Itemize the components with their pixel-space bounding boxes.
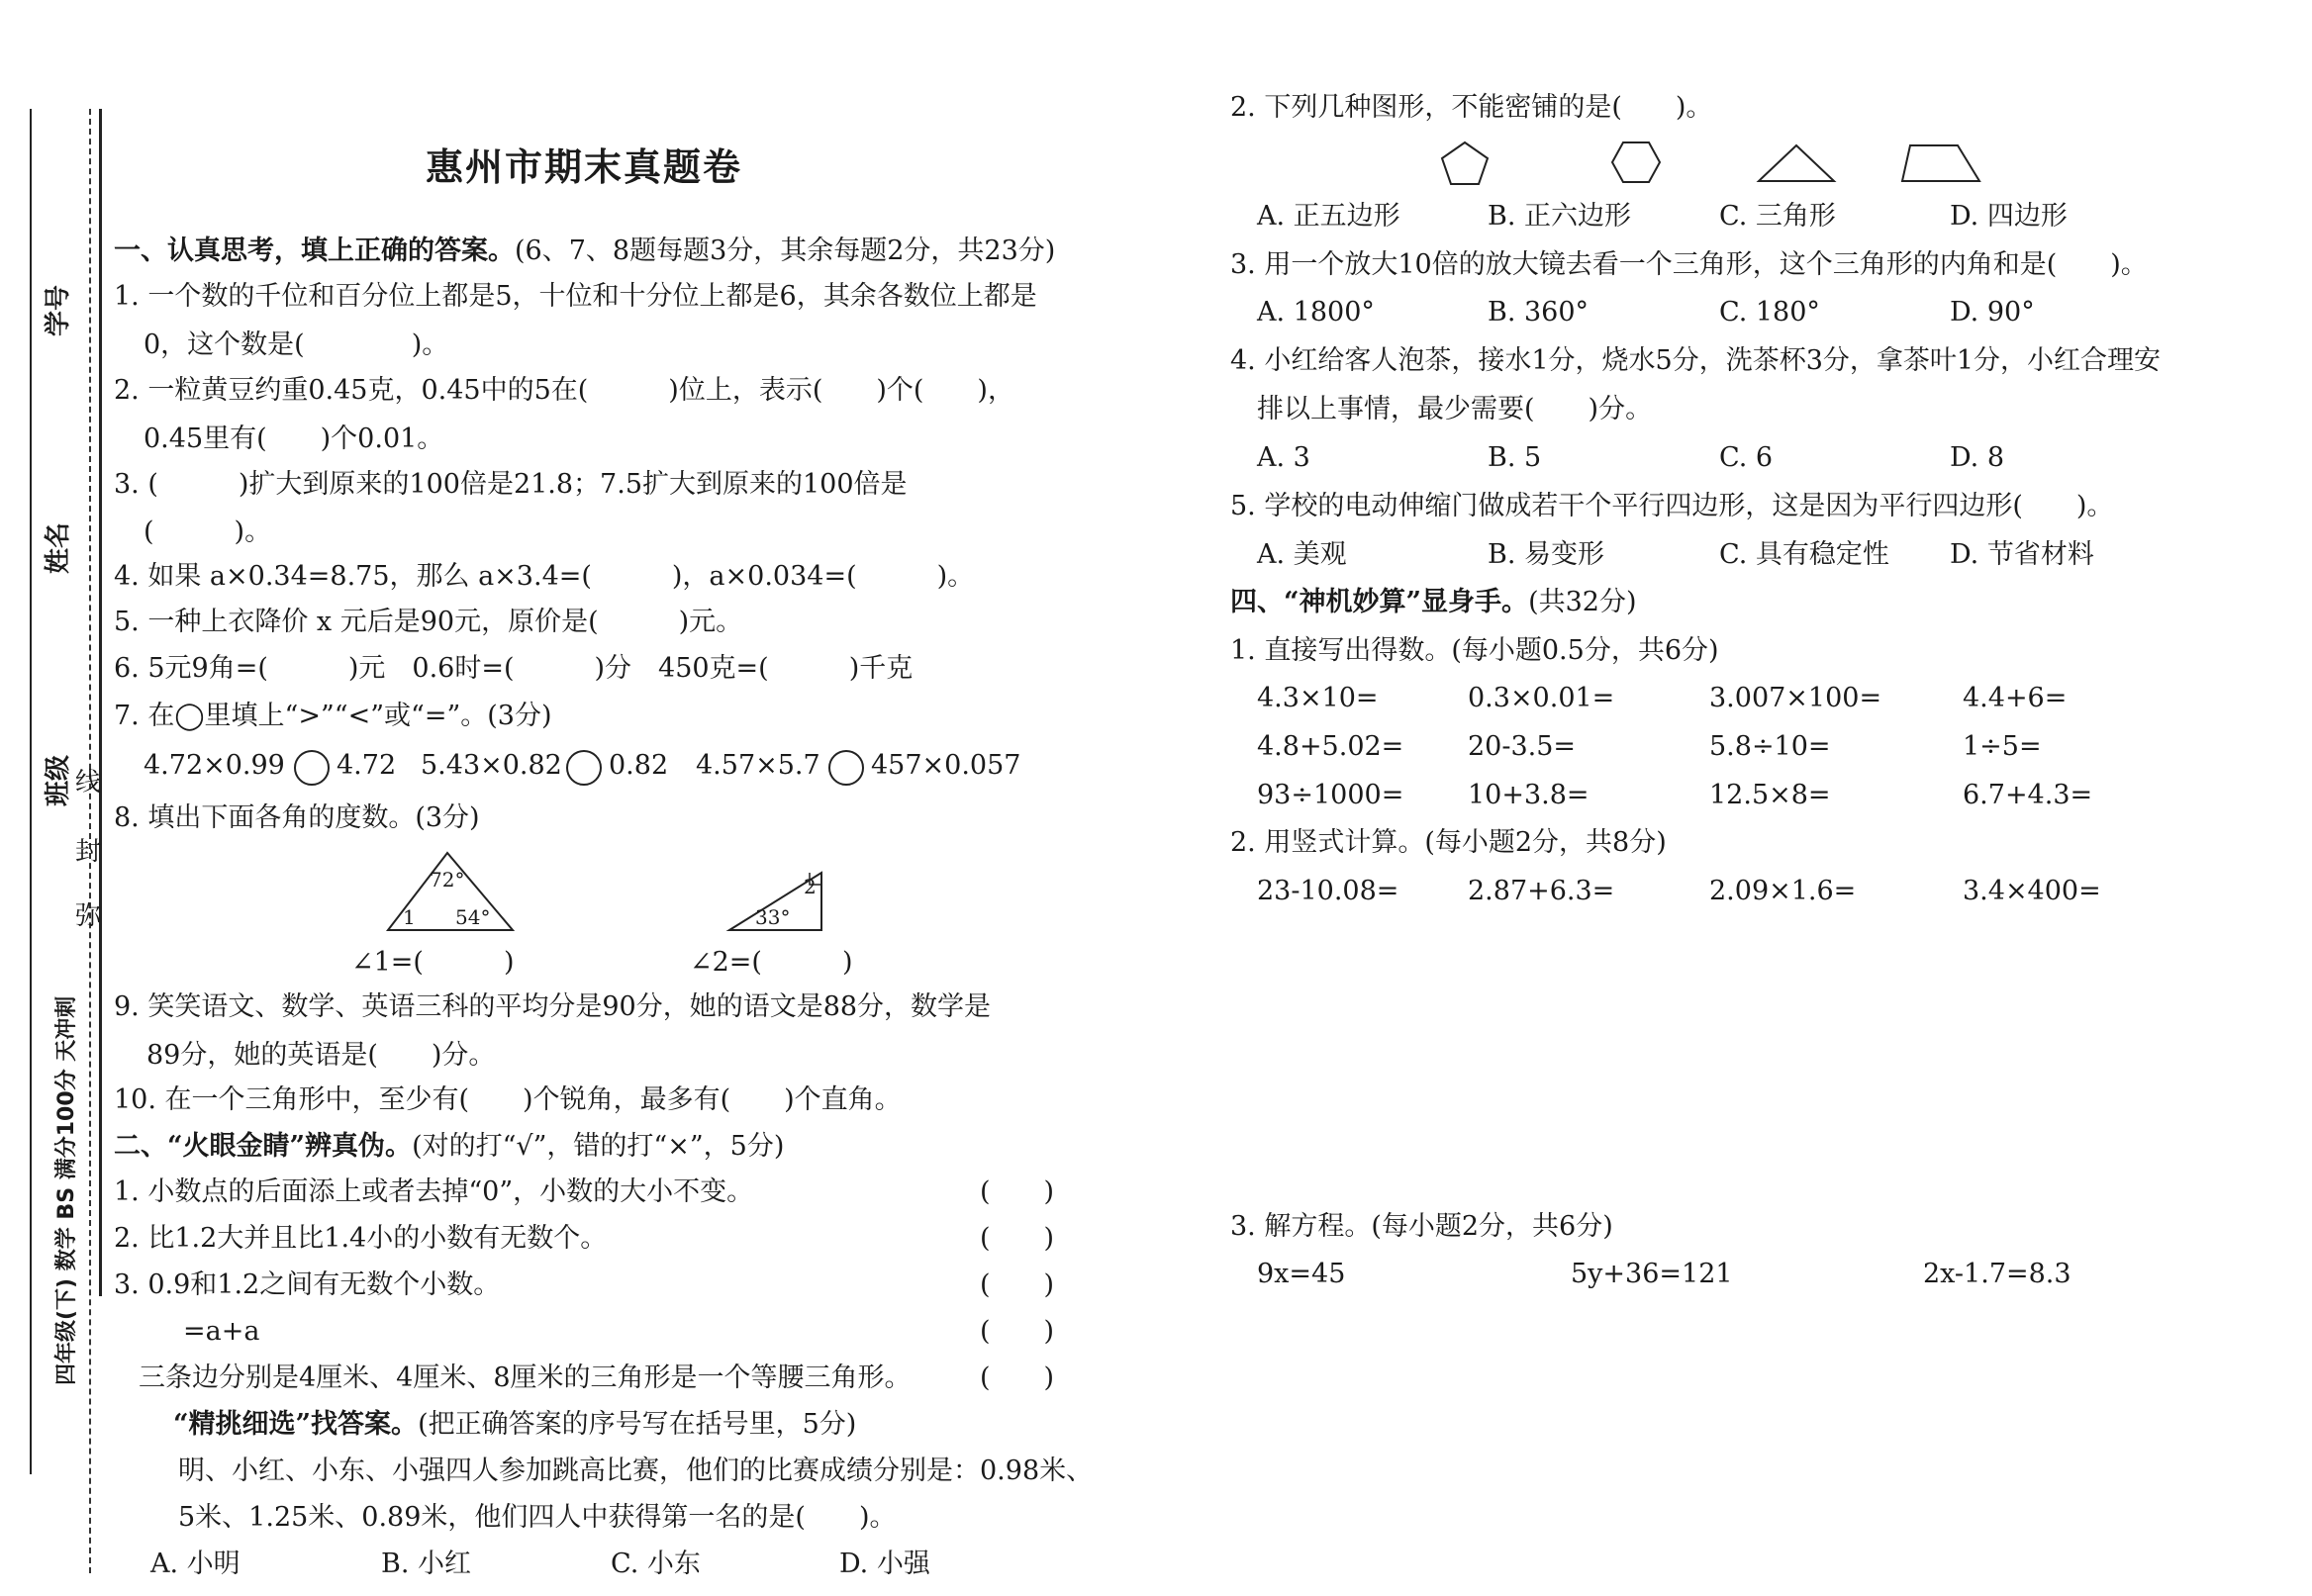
sidebar-mi: 弥	[75, 901, 102, 931]
q7-expr-2: 4.72	[337, 750, 397, 781]
q10: 10. 在一个三角形中，至少有( )个锐角，最多有( )个直角。	[114, 1084, 902, 1115]
q1-line2: 0，这个数是( )。	[144, 329, 449, 360]
s4-vert-4: 3.4×400=	[1963, 876, 2101, 906]
q9-line2: 89分，她的英语是( )分。	[146, 1040, 496, 1071]
s2-paren-3[interactable]: ( )	[980, 1269, 1055, 1300]
s2-paren-1[interactable]: ( )	[980, 1176, 1055, 1207]
s4-eq-2: 5y+36=121	[1571, 1259, 1733, 1289]
s4-eq-3: 2x-1.7=8.3	[1923, 1259, 2071, 1289]
tri1-answer: ∠1=( )	[351, 947, 515, 978]
compare-circle-2[interactable]	[566, 750, 602, 786]
s3-q5-opt-b: B. 易变形	[1488, 539, 1605, 570]
section3-heading-row	[173, 1408, 856, 1442]
q3-line1: 3. ( )扩大到原来的100倍是21.8；7.5扩大到原来的100倍是	[114, 469, 908, 500]
q7-expr-5: 4.57×5.7	[696, 750, 820, 781]
s2-item-2: 2. 比1.2大并且比1.4小的小数有无数个。	[114, 1223, 608, 1254]
s4-calc-r3c3: 12.5×8=	[1709, 780, 1831, 810]
page-title: 惠州市期末真题卷	[426, 144, 743, 189]
s2-item-1: 1. 小数点的后面添上或者去掉“0”，小数的大小不变。	[114, 1176, 754, 1207]
q4: 4. 如果 a×0.34=8.75，那么 a×3.4=( )，a×0.034=( )。	[114, 561, 975, 592]
tri2-angle: 33°	[755, 905, 791, 929]
s3-q1-opt-a: A. 小明	[150, 1549, 241, 1579]
sidebar-banji: 班级	[44, 754, 73, 806]
section4-note: (共32分)	[1528, 587, 1637, 617]
s3-q2-opt-b: B. 正六边形	[1488, 201, 1632, 232]
s3-q5-opt-d: D. 节省材料	[1950, 539, 2094, 570]
s4-calc-r2c4: 1÷5=	[1963, 731, 2042, 762]
section2-note: (对的打“√”，错的打“×”，5分)	[412, 1131, 785, 1162]
s4-part1-title: 1. 直接写出得数。(每小题0.5分，共6分)	[1230, 635, 1719, 666]
section3-note: (把正确答案的序号写在括号里，5分)	[418, 1409, 857, 1440]
s3-q3-opt-b: B. 360°	[1488, 297, 1590, 328]
compare-circle-3[interactable]	[828, 750, 864, 786]
q7-expr-4: 0.82	[609, 750, 669, 781]
s3-q3-opt-a: A. 1800°	[1257, 297, 1375, 328]
s3-q1-opt-b: B. 小红	[381, 1549, 472, 1579]
s3-q1-opt-c: C. 小东	[611, 1549, 701, 1579]
s3-q3: 3. 用一个放大10倍的放大镜去看一个三角形，这个三角形的内角和是( )。	[1230, 249, 2148, 280]
s3-q2-opt-c: C. 三角形	[1719, 201, 1836, 232]
s2-item-4: =a+a	[183, 1316, 260, 1347]
s4-vert-3: 2.09×1.6=	[1709, 876, 1857, 906]
section1-heading-row	[114, 235, 1055, 268]
tri1-left-label: 1	[403, 905, 416, 929]
s3-q4-line1: 4. 小红给客人泡茶，接水1分，烧水5分，洗茶杯3分，拿茶叶1分，小红合理安	[1230, 345, 2162, 376]
section3-heading: “精挑细选”找答案。	[173, 1409, 419, 1440]
s3-q3-opt-d: D. 90°	[1950, 297, 2035, 328]
hexagon-shape	[1610, 141, 1662, 184]
s4-calc-r2c1: 4.8+5.02=	[1257, 731, 1404, 762]
s3-q4-opt-a: A. 3	[1257, 442, 1310, 473]
s3-q4-opt-d: D. 8	[1950, 442, 2005, 473]
q5: 5. 一种上衣降价 x 元后是90元，原价是( )元。	[114, 607, 743, 637]
s3-q4-line2: 排以上事情，最少需要( )分。	[1257, 394, 1653, 424]
s2-paren-2[interactable]: ( )	[980, 1223, 1055, 1254]
s2-paren-5[interactable]: ( )	[980, 1362, 1055, 1393]
s4-calc-r1c3: 3.007×100=	[1709, 683, 1882, 713]
s4-vert-1: 23-10.08=	[1257, 876, 1399, 906]
q7-expr-3: 5.43×0.82	[421, 750, 562, 781]
s4-vert-2: 2.87+6.3=	[1468, 876, 1615, 906]
s3-q1-line2: 5米、1.25米、0.89米，他们四人中获得第一名的是( )。	[178, 1502, 897, 1533]
s3-q2-opt-d: D. 四边形	[1950, 201, 2068, 232]
section1-note: (6、7、8题每题3分，其余每题2分，共23分)	[515, 235, 1056, 266]
q2-line2: 0.45里有( )个0.01。	[144, 423, 444, 454]
s3-q3-opt-c: C. 180°	[1719, 297, 1820, 328]
q7-expr-1: 4.72×0.99	[144, 750, 285, 781]
section2-heading-row	[114, 1130, 784, 1164]
q9-line1: 9. 笑笑语文、数学、英语三科的平均分是90分，她的语文是88分，数学是	[114, 991, 992, 1022]
s4-calc-r1c1: 4.3×10=	[1257, 683, 1379, 713]
s4-calc-r3c1: 93÷1000=	[1257, 780, 1404, 810]
s4-eq-1: 9x=45	[1257, 1259, 1346, 1289]
q8: 8. 填出下面各角的度数。(3分)	[114, 802, 480, 833]
section2-heading: 二、“火眼金睛”辨真伪。	[114, 1131, 413, 1162]
s2-item-5: 三条边分别是4厘米、4厘米、8厘米的三角形是一个等腰三角形。	[139, 1362, 912, 1393]
s3-q1-line1: 明、小红、小东、小强四人参加跳高比赛，他们的比赛成绩分别是：0.98米、	[178, 1455, 1094, 1486]
triangle-shape	[1757, 143, 1836, 183]
sidebar-feng: 封	[75, 837, 102, 867]
tri2-corner: 2	[804, 875, 817, 898]
sidebar-xingming: 姓名	[44, 521, 73, 574]
s2-item-3: 3. 0.9和1.2之间有无数个小数。	[114, 1269, 501, 1300]
s4-part3-title: 3. 解方程。(每小题2分，共6分)	[1230, 1211, 1613, 1242]
s4-calc-r3c2: 10+3.8=	[1468, 780, 1590, 810]
s3-q5-opt-c: C. 具有稳定性	[1719, 539, 1889, 570]
s3-q5: 5. 学校的电动伸缩门做成若干个平行四边形，这是因为平行四边形( )。	[1230, 491, 2114, 521]
section1-heading: 一、认真思考，填上正确的答案。	[114, 235, 515, 266]
s4-part2-title: 2. 用竖式计算。(每小题2分，共8分)	[1230, 827, 1667, 858]
tri1-top-angle: 72°	[430, 868, 465, 892]
sidebar-info: 四年级(下) 数学 BS 满分100分 天冲刺	[54, 995, 79, 1385]
q6: 6. 5元9角=( )元 0.6时=( )分 450克=( )千克	[114, 653, 914, 684]
s4-calc-r1c4: 4.4+6=	[1963, 683, 2068, 713]
binding-line-solid	[99, 109, 102, 1296]
sidebar-xuehao: 学号	[44, 284, 73, 336]
q7-expr-6: 457×0.057	[871, 750, 1021, 781]
s4-calc-r2c2: 20-3.5=	[1468, 731, 1577, 762]
section4-heading: 四、“神机妙算”显身手。	[1230, 587, 1529, 617]
s3-q2: 2. 下列几种图形，不能密铺的是( )。	[1230, 92, 1713, 123]
tri1-right-angle: 54°	[455, 905, 491, 929]
s3-q4-opt-b: B. 5	[1488, 442, 1542, 473]
quadrilateral-shape	[1900, 143, 1981, 183]
compare-circle-1[interactable]	[294, 750, 330, 786]
binding-line-solid-2	[30, 109, 32, 1474]
s4-calc-r3c4: 6.7+4.3=	[1963, 780, 2093, 810]
s3-q5-opt-a: A. 美观	[1257, 539, 1347, 570]
tri2-answer: ∠2=( )	[690, 947, 853, 978]
q3-line2: ( )。	[144, 516, 272, 547]
s3-q2-opt-a: A. 正五边形	[1257, 201, 1400, 232]
pentagon-shape	[1440, 141, 1490, 186]
sidebar-xian: 线	[75, 768, 102, 798]
q7: 7. 在◯里填上“>”“<”或“=”。(3分)	[114, 701, 552, 731]
q2-line1: 2. 一粒黄豆约重0.45克，0.45中的5在( )位上，表示( )个( )，	[114, 375, 1014, 406]
s4-calc-r2c3: 5.8÷10=	[1709, 731, 1831, 762]
q1-line1: 1. 一个数的千位和百分位上都是5，十位和十分位上都是6，其余各数位上都是	[114, 281, 1037, 312]
s3-q1-opt-d: D. 小强	[839, 1549, 930, 1579]
section4-heading-row	[1230, 586, 1637, 619]
s2-paren-4[interactable]: ( )	[980, 1316, 1055, 1347]
s3-q4-opt-c: C. 6	[1719, 442, 1774, 473]
s4-calc-r1c2: 0.3×0.01=	[1468, 683, 1615, 713]
